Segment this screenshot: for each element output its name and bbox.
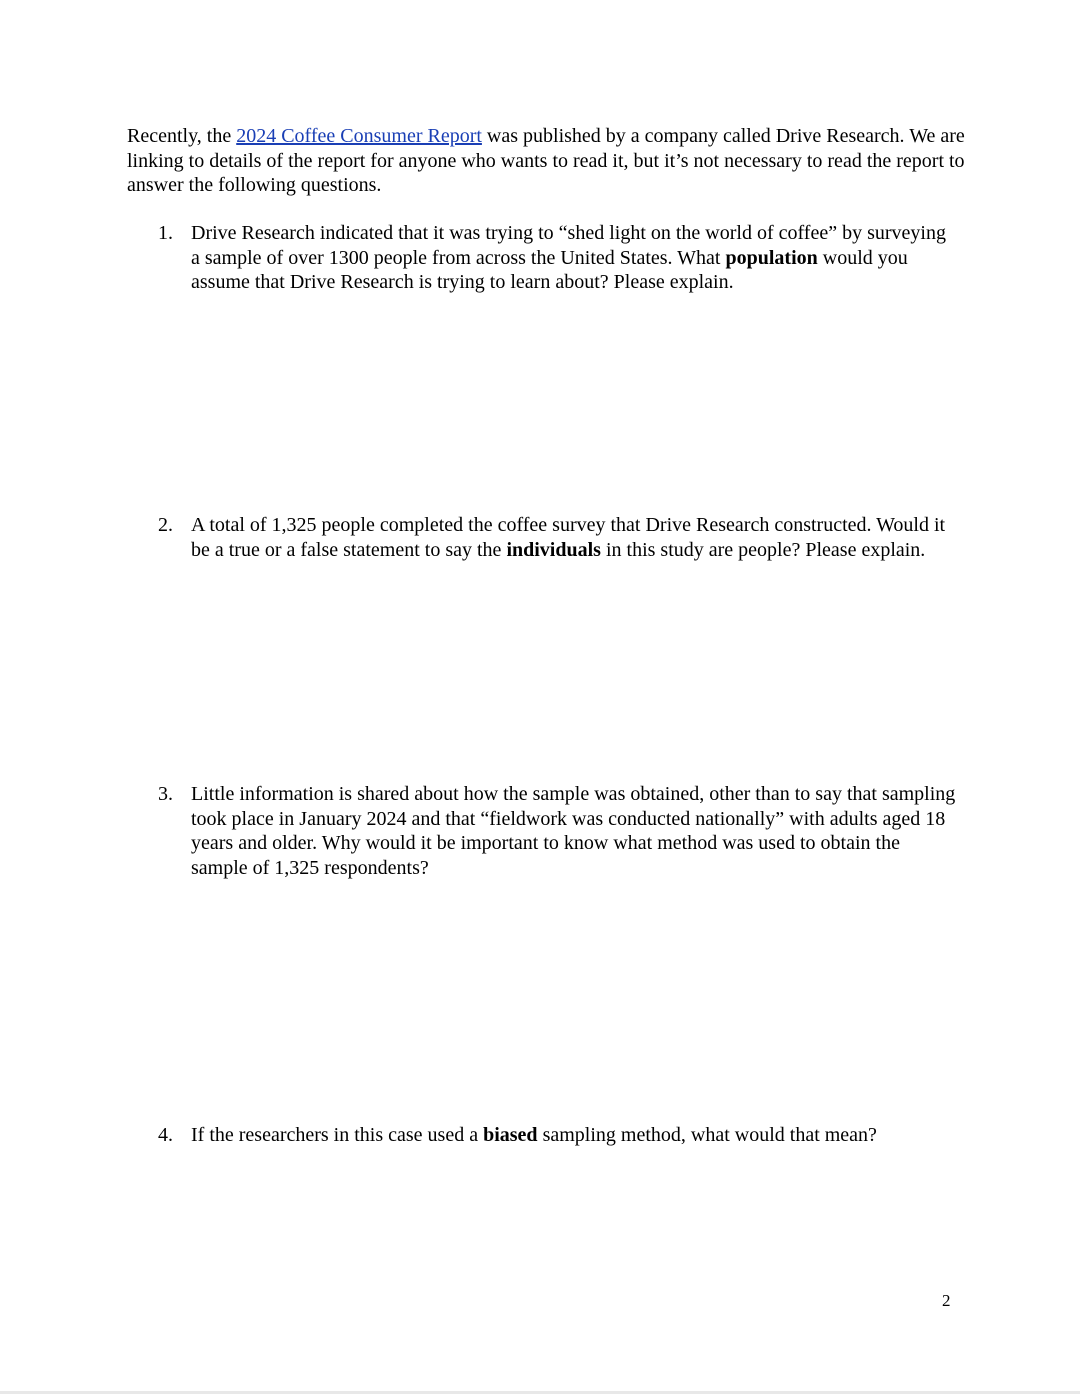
question-keyword: population [725,246,818,269]
question-text [191,1123,958,1148]
coffee-report-link[interactable]: 2024 Coffee Consumer Report [236,125,482,147]
question-text [191,221,958,295]
question-2 [158,513,958,562]
question-keyword: biased [483,1124,538,1146]
question-text-before: A total of 1,325 people completed the coffee survey that Drive Research constructed. Would it be a true or a false statement to say the [191,514,946,561]
question-number: 4. [158,1124,173,1146]
question-text-after: sampling method, what would that mean? [537,1124,877,1146]
question-text-before: If the researchers in this case used a [191,1124,484,1146]
question-number: 1. [158,222,173,244]
question-text-before: Drive Research indicated that it was trying to “shed light on the world of coffee” by surveying a sample of over 1300 people from across the United States. What [191,222,946,269]
intro-prefix: Recently, the [127,125,237,147]
question-text-after: would you assume that Drive Research is trying to learn about? Please explain. [191,246,908,293]
question-text-after: in this study are people? Please explain. [600,538,926,561]
question-3 [158,782,958,880]
question-text: Little information is shared about how the sample was obtained, other than to say that sampling took place in January 2024 and that “fieldwork was conducted nationally” with adults aged 18 years and older. Why would it be important to know what method was used to obtain the sample of 1,325 respondents? [191,783,956,879]
question-1 [158,221,958,295]
question-4 [158,1123,958,1148]
intro-paragraph [127,124,967,198]
question-keyword: individuals [506,538,601,561]
question-number: 2. [158,514,173,536]
page-number: 2 [942,1291,951,1310]
question-number: 3. [158,783,173,805]
intro-suffix: was published by a company called Drive Research. We are linking to details of the report for anyone who wants to read it, but it’s not necessary to read the report to answer the following questions. [127,125,965,196]
question-text [191,513,958,562]
